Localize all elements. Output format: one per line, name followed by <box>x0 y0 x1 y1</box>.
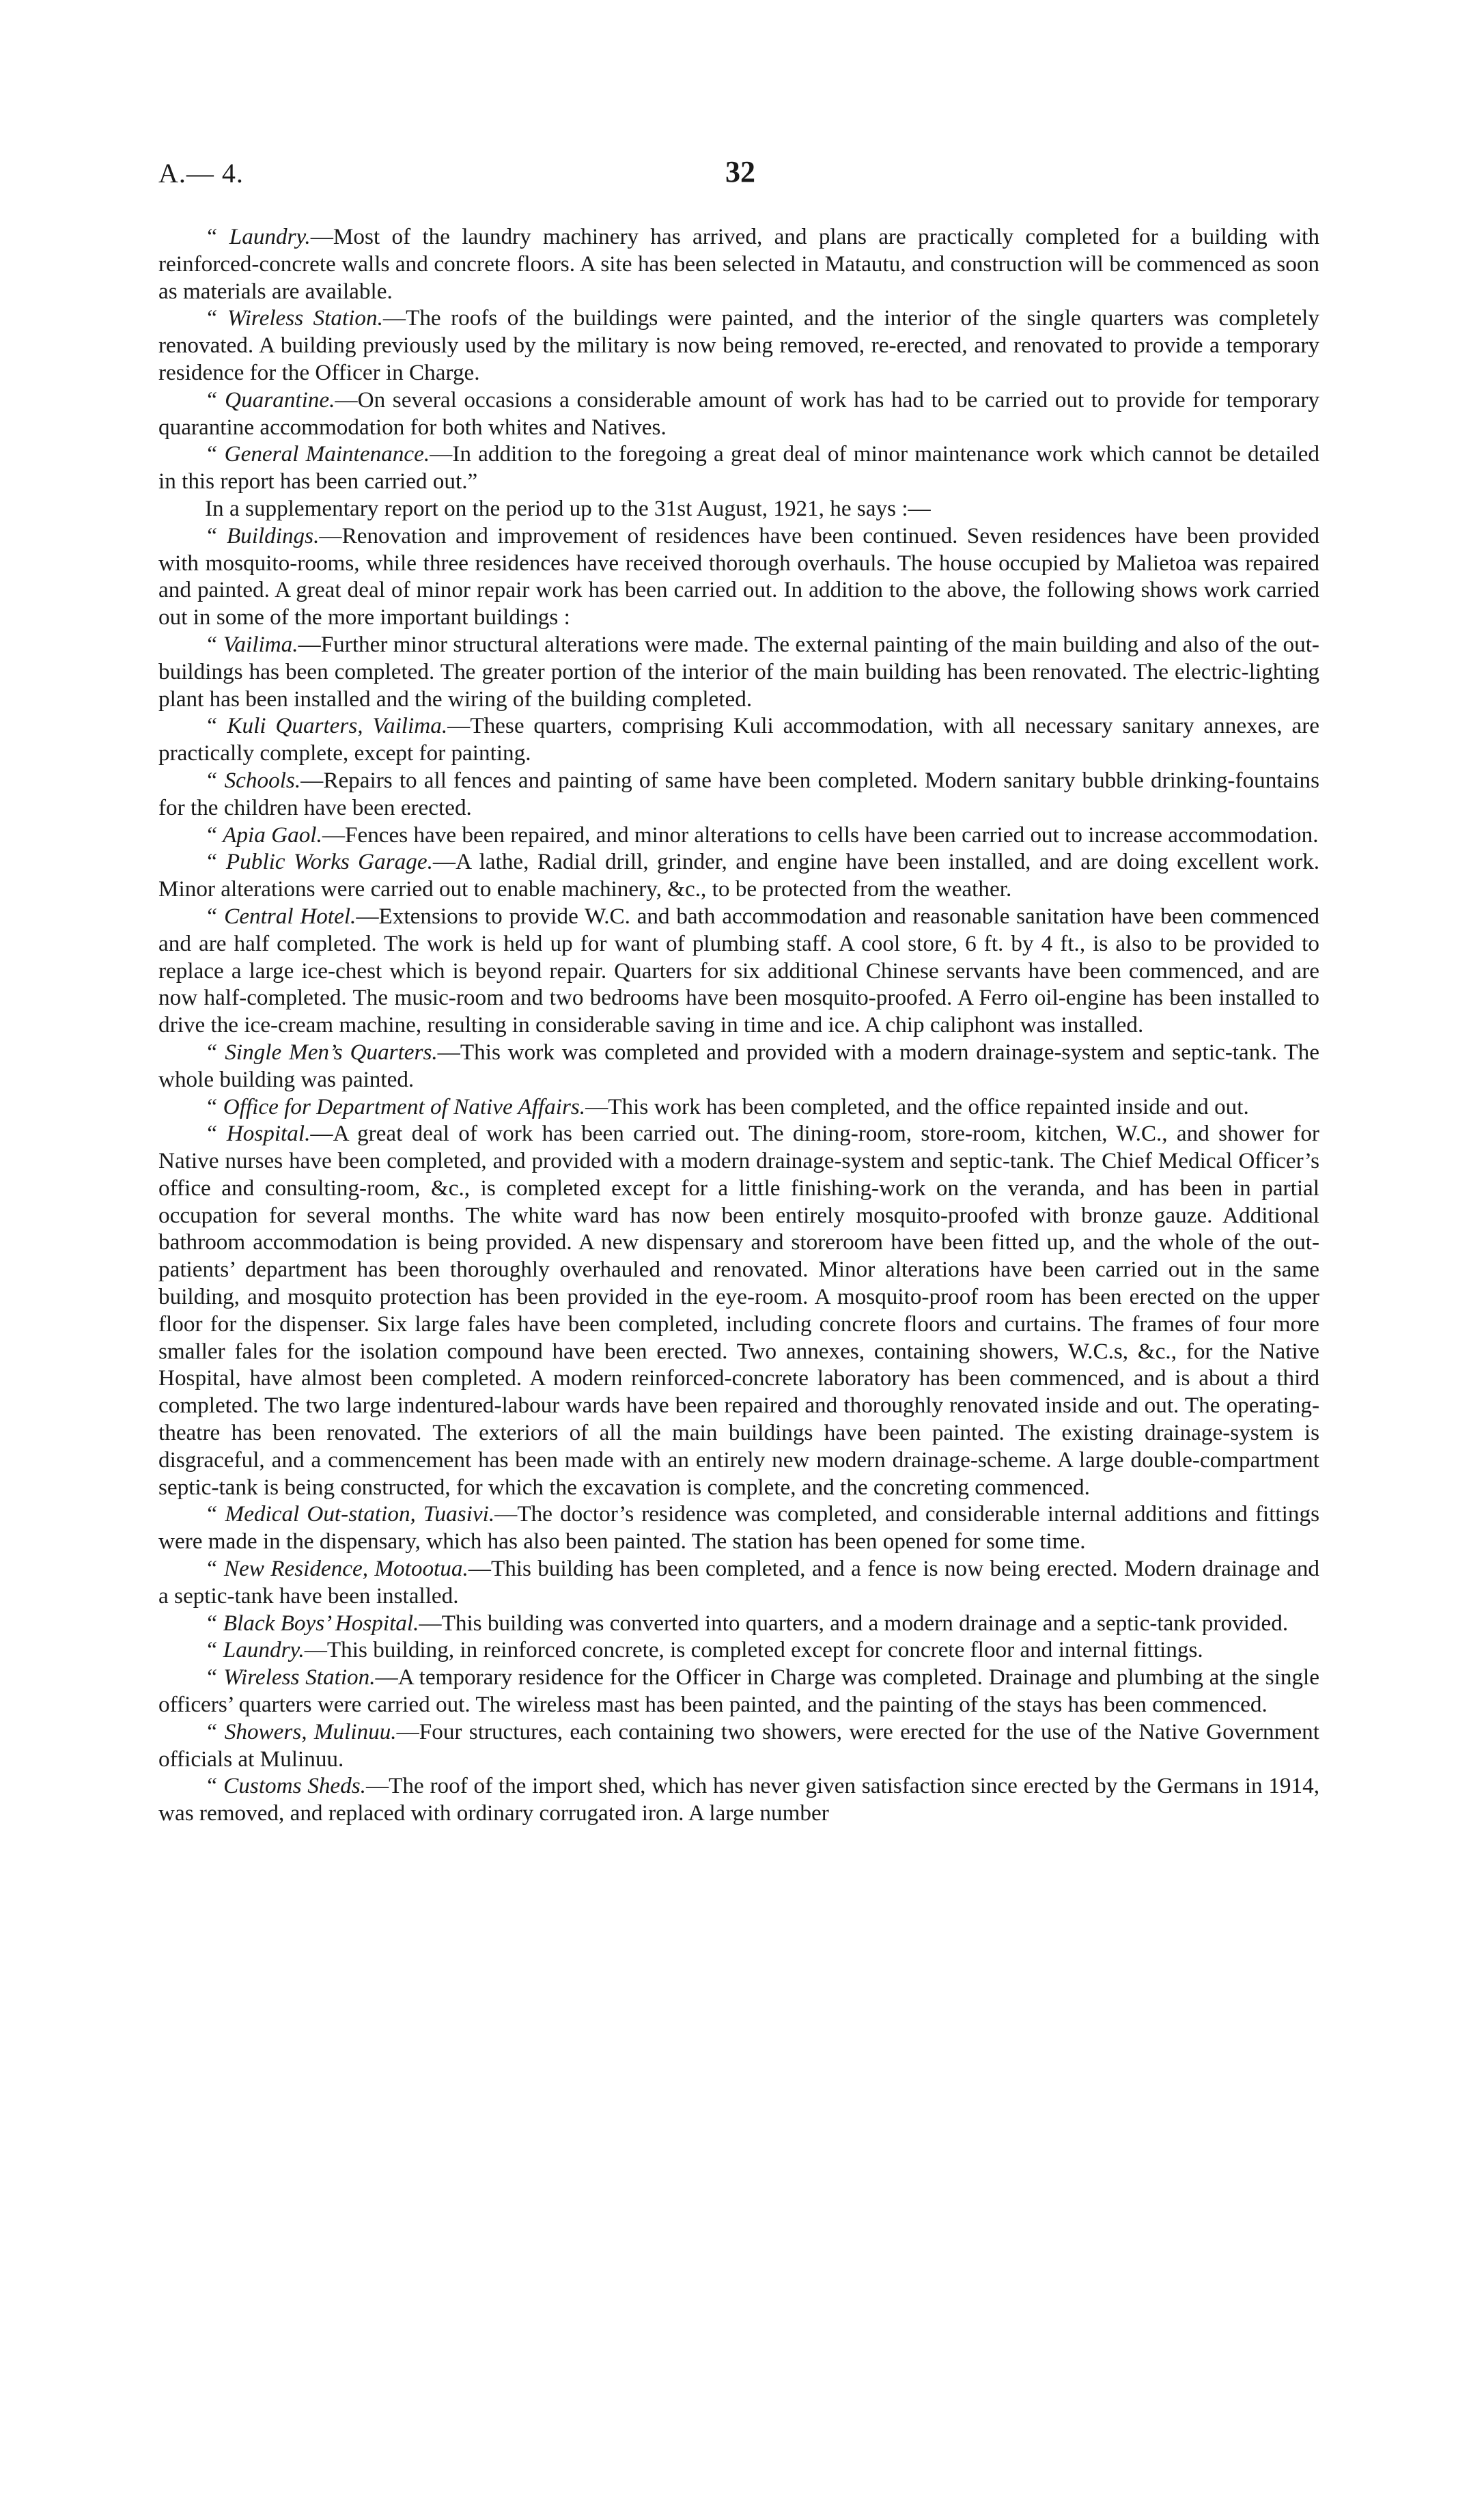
report-paragraph <box>158 767 1319 822</box>
paragraph-text: —This building, in reinforced concrete, is completed except for concrete floor and internal fittings. <box>304 1637 1203 1663</box>
paragraph-text: —On several occasions a considerable amount of work has had to be carried out to provide for temporary quarantine accommodation for both whites and Natives. <box>158 387 1319 440</box>
paragraph-text: —The roofs of the buildings were painted, and the interior of the single quarters was completely renovated. A building previously used by the military is now being removed, re-erected, and renovated to provide a temporary residence for the Officer in Charge. <box>158 305 1319 385</box>
report-paragraph <box>158 1039 1319 1094</box>
paragraph-text: —In addition to the foregoing a great deal of minor maintenance work which cannot be detailed in this report has been carried out.” <box>158 441 1319 495</box>
page-number: 32 <box>725 155 755 189</box>
paragraph-heading: “ Kuli Quarters, Vailima. <box>205 713 448 739</box>
paragraph-heading: “ Wireless Station. <box>205 1665 376 1690</box>
report-paragraph <box>158 822 1319 849</box>
paragraph-heading: “ Apia Gaol. <box>205 822 322 848</box>
paragraph-text: —A great deal of work has been carried out. The dining-room, store-room, kitchen, W.C., and shower for Native nurses have been completed, and provided with a modern drainage-system and septic-tank. The Chief Medical Officer’s office and consulting-room, &c., is completed except for a little finishing-work on the veranda, and has been in partial occupation for several months. The white ward has now been entirely mosquito-proofed with bronze gauze. Additional bathroom accommodation is being provided. A new dispensary and storeroom have been fitted up, and the whole of the out-patients’ department has been thoroughly overhauled and renovated. Minor alterations have been carried out in the same building, and mosquito protection has been provided in the eye-room. A mosquito-proof room has been erected on the upper floor for the dispenser. Six large fales have been completed, including concrete floors and curtains. The frames of four more smaller fales for the isolation compound have been erected. Two annexes, containing showers, W.C.s, &c., for the Native Hospital, have almost been completed. A modern reinforced-concrete laboratory has been commenced, and is about a third completed. The two large indentured-labour wards have been repaired and thoroughly renovated inside and out. The operating-theatre has been renovated. The exteriors of all the main buildings have been painted. The existing drainage-system is disgraceful, and a commencement has been made with an entirely new modern drainage-scheme. A large double-compartment septic-tank is being constructed, for which the excavation is complete, and the concreting commenced. <box>158 1121 1319 1500</box>
report-paragraph <box>158 1718 1319 1773</box>
paragraph-text: —Further minor structural alterations were made. The external painting of the main building and also of the out-buildings has been completed. The greater portion of the interior of the main building has been renovated. The electric-lighting plant has been installed and the wiring of the building completed. <box>158 631 1319 712</box>
page-reference: A.— 4. <box>158 158 244 189</box>
paragraph-heading: “ General Maintenance. <box>205 441 430 467</box>
paragraph-text: —Fences have been repaired, and minor alterations to cells have been carried out to increase accommodation. <box>322 822 1319 848</box>
paragraph-text: —This work has been completed, and the office repainted inside and out. <box>585 1094 1249 1119</box>
paragraph-text: —Extensions to provide W.C. and bath accommodation and reasonable sanitation have been commenced and are half completed. The work is held up for want of plumbing staff. A cool store, 6 ft. by 4 ft., is also to be provided to replace a large ice-chest which is beyond repair. Quarters for six additional Chinese servants have been commenced, and are now half-completed. The music-room and two bedrooms have been mosquito-proofed. A Ferro oil-engine has been installed to drive the ice-cream machine, resulting in considerable saving in time and ice. A chip caliphont was installed. <box>158 903 1319 1038</box>
report-paragraph <box>158 1610 1319 1637</box>
paragraph-text: —A temporary residence for the Officer in Charge was completed. Drainage and plumbing at the single officers’ quarters were carried out. The wireless mast has been painted, and the painting of the stays has been commenced. <box>158 1665 1319 1718</box>
paragraph-heading: “ Customs Sheds. <box>205 1773 366 1799</box>
report-paragraph <box>158 441 1319 495</box>
report-paragraph <box>158 495 1319 523</box>
report-paragraph <box>158 903 1319 1039</box>
report-paragraph <box>158 387 1319 441</box>
paragraph-heading: “ Showers, Mulinuu. <box>205 1718 397 1744</box>
paragraph-text: —A lathe, Radial drill, grinder, and engine have been installed, and are doing excellent work. Minor alterations were carried out to enable machinery, &c., to be protected from the weather. <box>158 849 1319 902</box>
paragraph-heading: “ Wireless Station. <box>205 305 383 331</box>
report-paragraph <box>158 1664 1319 1718</box>
paragraph-text: —This building has been completed, and a fence is now being erected. Modern drainage and a septic-tank have been installed. <box>158 1556 1320 1608</box>
paragraph-heading: “ Laundry. <box>205 224 311 249</box>
paragraph-heading: “ Hospital. <box>205 1121 311 1147</box>
report-paragraph <box>158 1772 1319 1827</box>
report-paragraph <box>158 523 1319 631</box>
report-paragraph <box>158 848 1319 903</box>
paragraph-text: —The roof of the import shed, which has never given satisfaction since erected by the Germans in 1914, was removed, and replaced with ordinary corrugated iron. A large number <box>158 1773 1319 1826</box>
paragraph-heading: “ Medical Out-station, Tuasivi. <box>205 1501 495 1527</box>
paragraph-text: —The doctor’s residence was completed, and considerable internal additions and fittings were made in the dispensary, which has also been painted. The station has been opened for some time. <box>158 1501 1319 1555</box>
report-paragraph <box>158 1120 1319 1501</box>
paragraph-heading: “ New Residence, Motootua. <box>205 1556 468 1582</box>
paragraph-text: —These quarters, comprising Kuli accommodation, with all necessary sanitary annexes, are practically complete, except for painting. <box>158 713 1320 766</box>
paragraph-text: —Repairs to all fences and painting of same have been completed. Modern sanitary bubble drinking-fountains for the children have been erected. <box>158 767 1319 820</box>
report-paragraph <box>158 1637 1319 1664</box>
report-paragraph <box>158 1555 1319 1610</box>
paragraph-text: —This work was completed and provided with a modern drainage-system and septic-tank. The whole building was painted. <box>158 1039 1320 1092</box>
paragraph-heading: “ Quarantine. <box>205 387 335 413</box>
report-paragraph <box>158 223 1319 305</box>
paragraph-heading: “ Central Hotel. <box>205 903 356 929</box>
report-paragraph <box>158 305 1319 386</box>
paragraph-heading: “ Laundry. <box>205 1637 305 1663</box>
report-paragraph <box>158 631 1319 712</box>
paragraph-text: —Most of the laundry machinery has arrived, and plans are practically completed for a building with reinforced-concrete walls and concrete floors. A site has been selected in Matautu, and construction will be commenced as soon as materials are available. <box>158 224 1319 304</box>
paragraph-heading: “ Single Men’s Quarters. <box>205 1039 438 1065</box>
paragraph-text: —This building was converted into quarters, and a modern drainage and a septic-tank provided. <box>419 1610 1289 1636</box>
paragraph-heading: “ Schools. <box>205 767 301 793</box>
paragraph-heading: “ Public Works Garage. <box>205 849 433 875</box>
paragraph-heading: “ Black Boys’ Hospital. <box>205 1610 419 1636</box>
paragraph-text: —Four structures, each containing two showers, were erected for the use of the Native Government officials at Mulinuu. <box>158 1718 1319 1772</box>
paragraph-text: In a supplementary report on the period up to the 31st August, 1921, he says :— <box>205 495 931 521</box>
report-paragraph <box>158 712 1319 767</box>
paragraph-text: —Renovation and improvement of residences have been continued. Seven residences have been provided with mosquito-rooms, while three residences have received thorough overhauls. The house occupied by Malietoa was repaired and painted. A great deal of minor repair work has been carried out. In addition to the above, the following shows work carried out in some of the more important buildings : <box>158 523 1319 630</box>
paragraph-heading: “ Vailima. <box>205 631 298 657</box>
paragraph-heading: “ Office for Department of Native Affairs. <box>205 1094 586 1119</box>
page-header <box>158 157 1319 198</box>
paragraph-heading: “ Buildings. <box>205 523 320 548</box>
report-paragraph <box>158 1501 1319 1555</box>
report-paragraph <box>158 1094 1319 1121</box>
report-body <box>158 223 1319 1827</box>
